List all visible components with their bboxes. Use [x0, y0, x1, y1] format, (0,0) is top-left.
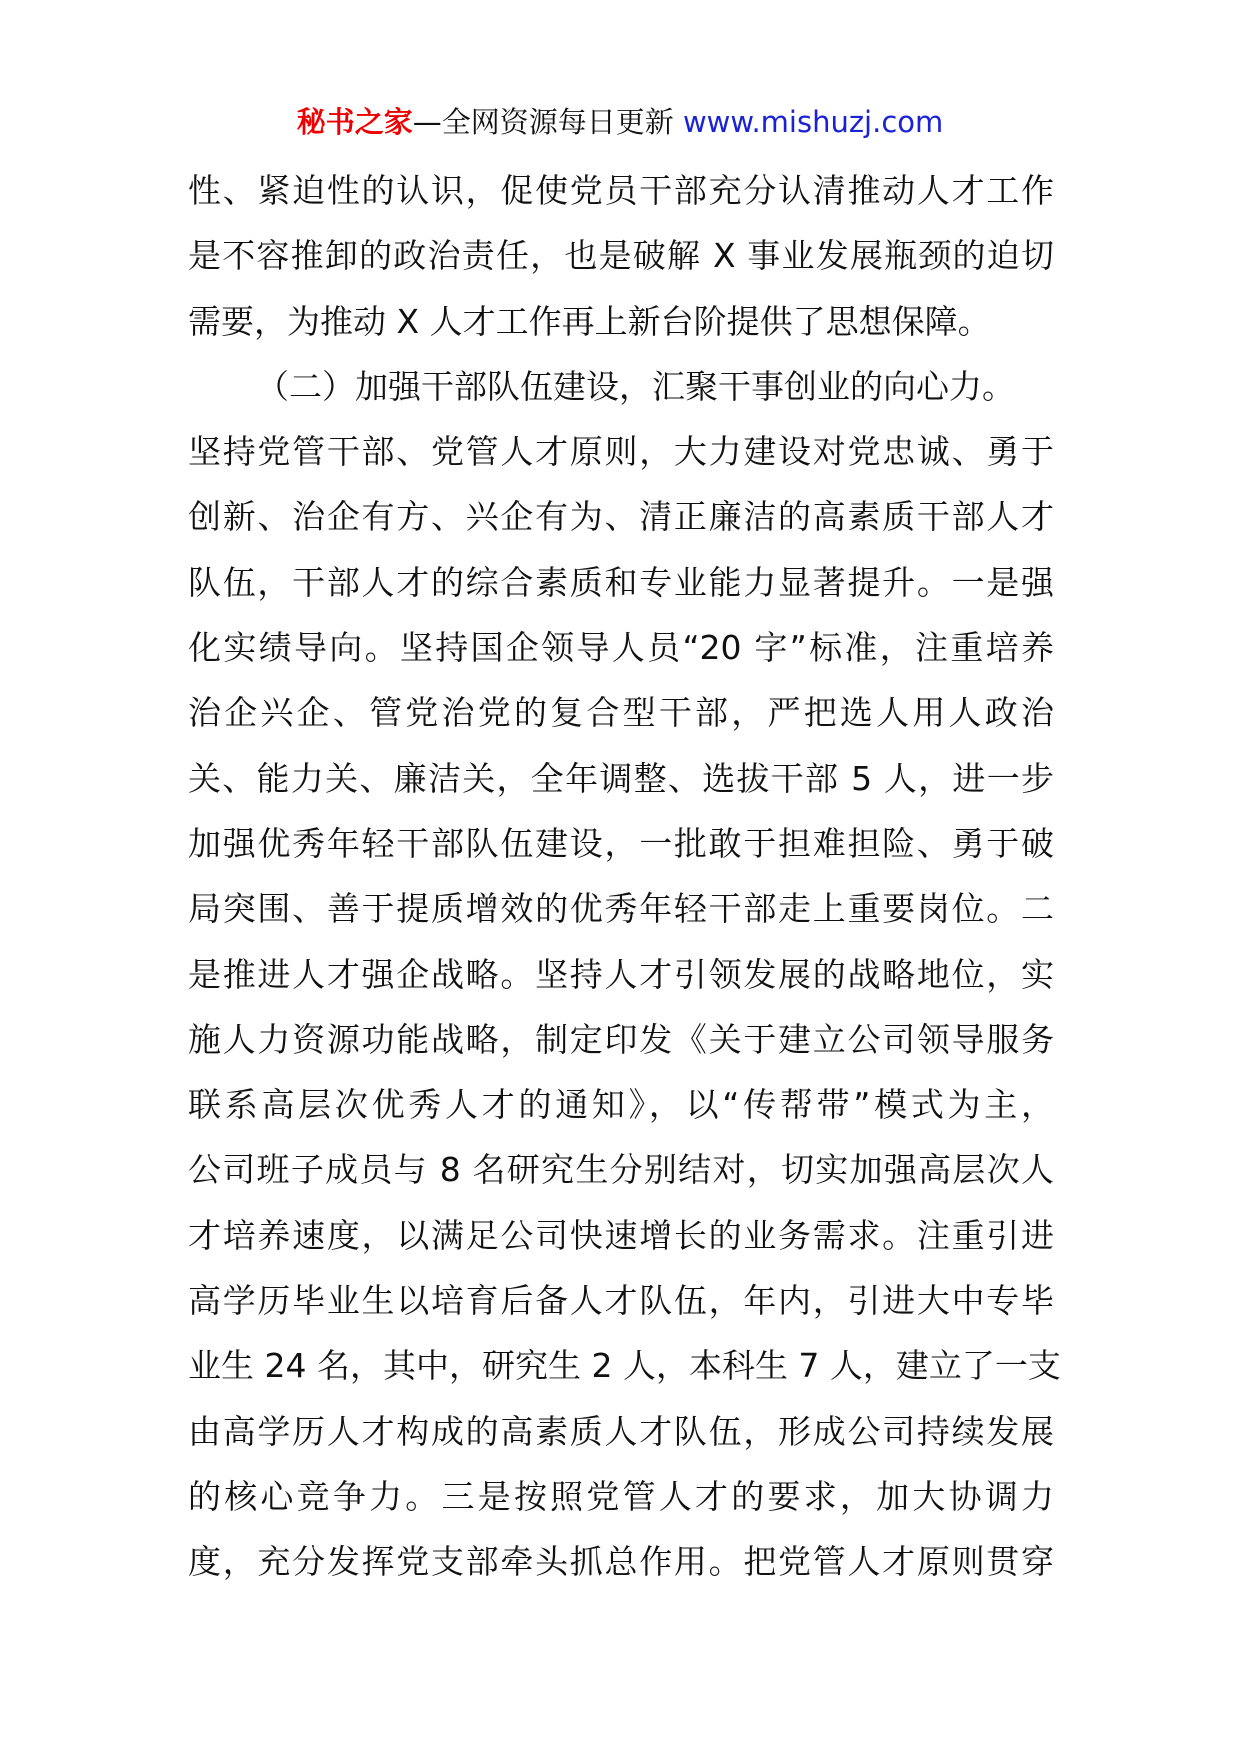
text-line: 坚持党管干部、党管人才原则，大力建设对党忠诚、勇于 — [188, 432, 1054, 472]
text-line: 队伍，干部人才的综合素质和专业能力显著提升。一是强 — [188, 562, 1054, 602]
text-line: 治企兴企、管党治党的复合型干部，严把选人用人政治 — [188, 693, 1054, 733]
brand-name: 秘书之家 — [296, 105, 413, 139]
text-line: 是推进人才强企战略。坚持人才引领发展的战略地位，实 — [188, 954, 1054, 994]
text-line: 由高学历人才构成的高素质人才队伍，形成公司持续发展 — [188, 1411, 1054, 1451]
text-line: 化实绩导向。坚持国企领导人员“20 字”标准，注重培养 — [188, 628, 1054, 668]
text-line: 业生 24 名，其中，研究生 2 人，本科生 7 人，建立了一支 — [188, 1346, 1061, 1386]
text-line: 才培养速度，以满足公司快速增长的业务需求。注重引进 — [188, 1215, 1054, 1255]
section-heading: （二）加强干部队伍建设，汇聚干事创业的向心力。 — [256, 366, 1015, 406]
text-line: 是不容推卸的政治责任，也是破解 X 事业发展瓶颈的迫切 — [188, 236, 1054, 276]
text-line: 性、紧迫性的认识，促使党员干部充分认清推动人才工作 — [188, 171, 1054, 210]
text-line: 创新、治企有方、兴企有为、清正廉洁的高素质干部人才 — [188, 497, 1054, 537]
text-line: 需要，为推动 X 人才工作再上新台阶提供了思想保障。 — [188, 301, 991, 341]
text-line: 关、能力关、廉洁关，全年调整、选拔干部 5 人，进一步 — [188, 758, 1054, 798]
site-slogan: —全网资源每日更新 — [412, 105, 674, 139]
text-line: 度，充分发挥党支部牵头抓总作用。把党管人才原则贯穿 — [188, 1542, 1054, 1582]
text-line: 的核心竞争力。三是按照党管人才的要求，加大协调力 — [188, 1476, 1054, 1516]
text-line: 加强优秀年轻干部队伍建设，一批敢于担难担险、勇于破 — [188, 823, 1054, 863]
text-line: 施人力资源功能战略，制定印发《关于建立公司领导服务 — [188, 1019, 1054, 1059]
document-body — [188, 158, 1061, 1595]
text-line: 高学历毕业生以培育后备人才队伍，年内，引进大中专毕 — [188, 1281, 1054, 1321]
text-line: 联系高层次优秀人才的通知》，以“传帮带”模式为主， — [188, 1085, 1054, 1125]
site-header — [0, 102, 1240, 142]
site-url[interactable]: www.mishuzj.com — [682, 105, 944, 139]
text-line: 公司班子成员与 8 名研究生分别结对，切实加强高层次人 — [188, 1150, 1054, 1190]
text-line: 局突围、善于提质增效的优秀年轻干部走上重要岗位。二 — [188, 889, 1054, 929]
